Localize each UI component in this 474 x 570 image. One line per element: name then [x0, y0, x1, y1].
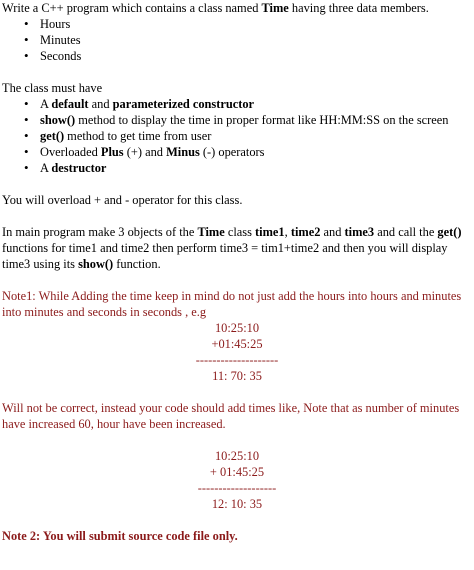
- overload-line: You will overload + and - operator for this class.: [2, 193, 243, 207]
- example-line: +01:45:25: [211, 337, 263, 351]
- example-line: 10:25:10: [214, 321, 260, 335]
- list-item: • Hours: [40, 16, 472, 32]
- requirements-list: [2, 96, 472, 176]
- note1-text: Note1: While Adding the time keep in mind do not just add the hours into hours and minutes into minutes and seconds in seconds , e.g: [2, 289, 462, 319]
- example-divider: --------------------: [195, 353, 279, 367]
- data-members-list: [2, 16, 472, 64]
- main-program-paragraph: In main program make 3 objects of the Time class time1, time2 and time3 and call the get() functions for time1 and time2 then perform time3 = tim1+time2 and then you will display time3 using its show() function.: [2, 225, 462, 271]
- list-item: • A destructor: [40, 160, 472, 176]
- list-item: • get() method to get time from user: [40, 128, 472, 144]
- intro-text: Write a C++ program which contains a class named: [2, 1, 262, 15]
- wrong-example: [2, 320, 472, 384]
- list-item: • Seconds: [40, 48, 472, 64]
- list-item: • Overloaded Plus (+) and Minus (-) operators: [40, 144, 472, 160]
- example-line: 10:25:10: [214, 449, 260, 463]
- intro-line: [2, 0, 472, 16]
- example-divider: -------------------: [197, 481, 277, 495]
- example-result: 12: 10: 35: [211, 497, 263, 511]
- correct-example: [2, 448, 472, 512]
- intro-text-end: having three data members.: [288, 1, 429, 15]
- list-item: • A default and parameterized constructor: [40, 96, 472, 112]
- must-have-heading: The class must have: [2, 81, 103, 95]
- list-item: • Minutes: [40, 32, 472, 48]
- example-line: + 01:45:25: [209, 465, 265, 479]
- note2: Note 2: You will submit source code file only.: [2, 529, 238, 543]
- list-item: • show() method to display the time in proper format like HH:MM:SS on the screen: [40, 112, 472, 128]
- example-result: 11: 70: 35: [212, 369, 262, 383]
- note1-correction-text: Will not be correct, instead your code should add times like, Note that as number of minutes have increased 60, hour have been increased.: [2, 401, 460, 431]
- intro-class-name: Time: [261, 1, 289, 15]
- note1-section: [2, 288, 472, 512]
